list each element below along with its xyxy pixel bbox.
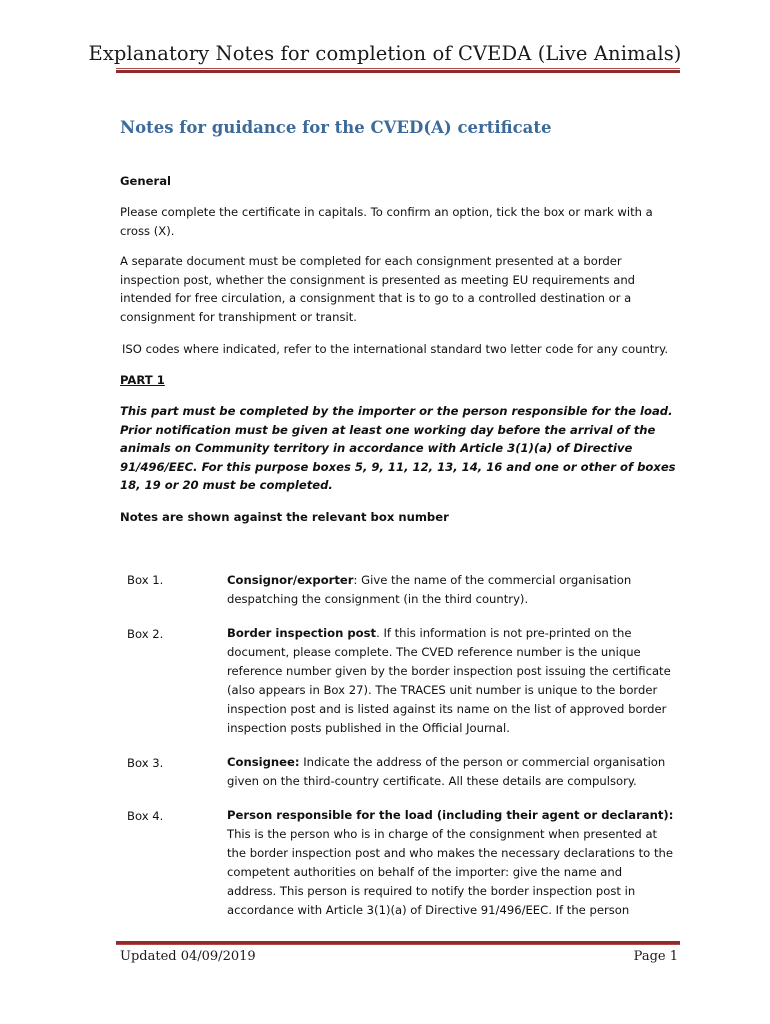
box-3-term: Consignee: [227, 755, 300, 769]
notes-label: Notes are shown against the relevant box number [120, 510, 449, 524]
box-3-text: Indicate the address of the person or commercial organisation given on the third-country certificate. All these details are compulsory. [227, 755, 666, 788]
box-3-label: Box 3. [127, 756, 164, 770]
box-1-description [227, 571, 675, 609]
box-4-term: Person responsible for the load (including their agent or declarant): [227, 808, 674, 822]
part-1-label: PART 1 [120, 373, 165, 387]
box-2-text: . If this information is not pre-printed on the document, please complete. The CVED reference number is the unique reference number given by the border inspection post issuing the certificate (also appears in Box 27). The TRACES unit number is unique to the border inspection post and is listed against its name on the list of approved border inspection posts published in the Official Journal. [227, 626, 671, 735]
box-4-label: Box 4. [127, 809, 164, 823]
part-1-instructions: This part must be completed by the importer or the person responsible for the load. Prior notification must be given at least one working day before the arrival of the animals on Community territory in accordance with Article 3(1)(a) of Directive 91/496/EEC. For this purpose boxes 5, 9, 11, 12, 13, 14, 16 and one or other of boxes 18, 19 or 20 must be completed. [120, 404, 676, 493]
box-1-term: Consignor/exporter [227, 573, 354, 587]
box-3-description [227, 753, 675, 791]
footer-updated-date: Updated 04/09/2019 [120, 949, 256, 964]
footer-divider [116, 940, 680, 945]
header-title: Explanatory Notes for completion of CVEDA (Live Animals) [88, 42, 682, 65]
header-divider [116, 68, 680, 73]
footer-page-number: Page 1 [633, 949, 678, 964]
paragraph-separate-document: A separate document must be completed for each consignment presented at a border inspection post, whether the consignment is presented as meeting EU requirements and intended for free circulation, a consignment that is to go to a controlled destination or a consignment for transhipment or transit. [120, 254, 636, 324]
paragraph-capitals: Please complete the certificate in capitals. To confirm an option, tick the box or mark with a cross (X). [120, 205, 653, 238]
box-2-label: Box 2. [127, 627, 164, 641]
paragraph-iso-codes: ISO codes where indicated, refer to the international standard two letter code for any country. [122, 342, 669, 356]
box-1-label: Box 1. [127, 573, 164, 587]
section-heading: Notes for guidance for the CVED(A) certificate [120, 118, 552, 137]
box-2-term: Border inspection post [227, 626, 377, 640]
box-4-text: This is the person who is in charge of the consignment when presented at the border inspection post and who makes the necessary declarations to the competent authorities on behalf of the importer: give the name and address. This person is required to notify the border inspection post in accordance with Article 3(1)(a) of Directive 91/496/EEC. If the person [227, 826, 673, 917]
box-4-description [227, 806, 675, 919]
box-2-description [227, 624, 675, 737]
box-1-text: : Give the name of the commercial organisation despatching the consignment (in the third country). [227, 573, 632, 606]
general-label: General [120, 174, 172, 188]
